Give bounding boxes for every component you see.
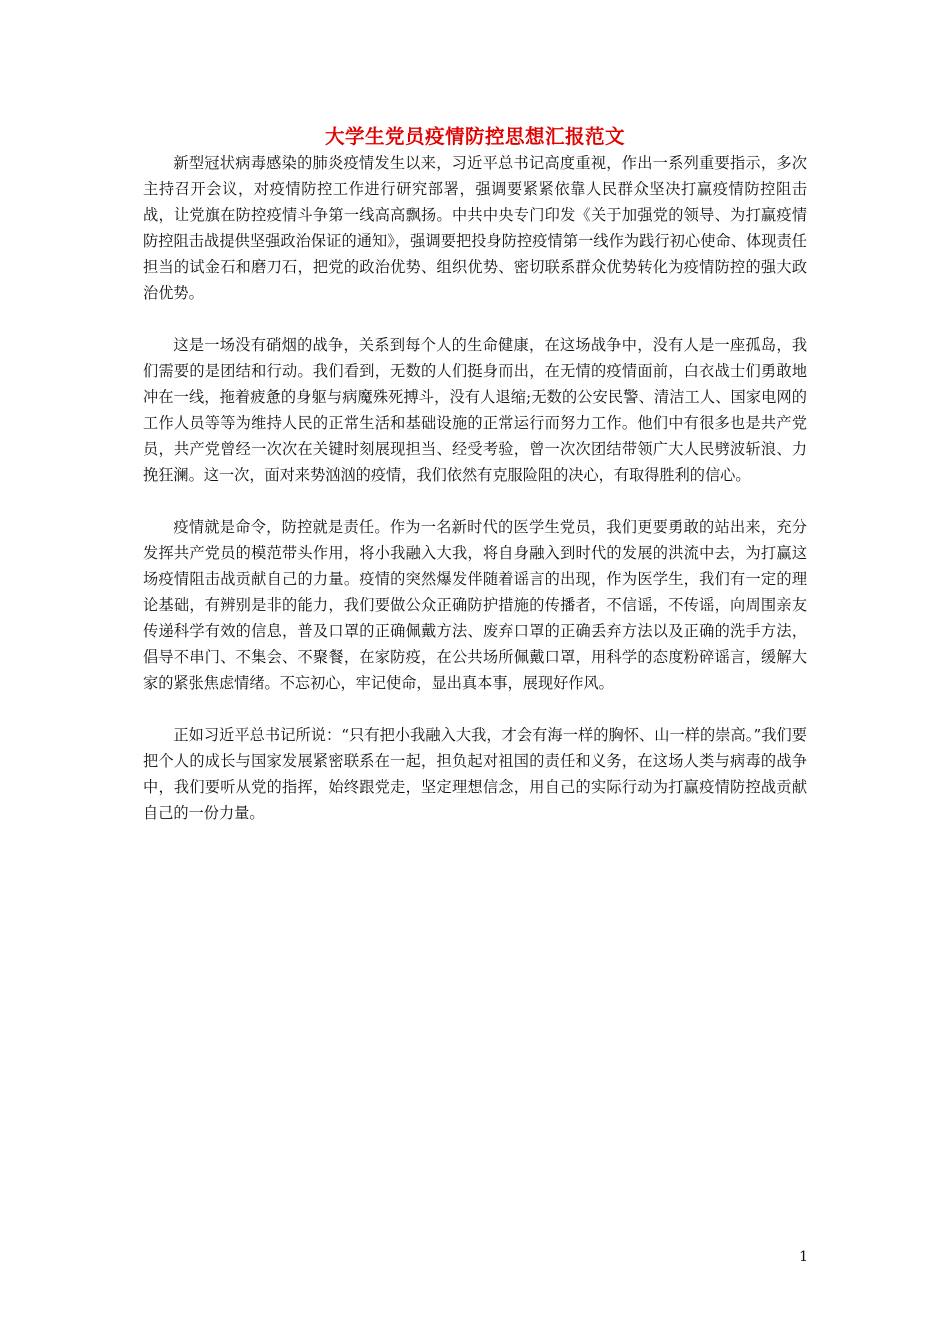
document-title: 大学生党员疫情防控思想汇报范文 xyxy=(324,125,625,148)
paragraph-2: 这是一场没有硝烟的战争，关系到每个人的生命健康，在这场战争中，没有人是一座孤岛，我们需要的是团结和行动。我们看到，无数的人们挺身而出，在无情的疫情面前，白衣战士们勇敢地冲在一线，拖着疲惫的身躯与病魔殊死搏斗，没有人退缩;无数的公安民警、清洁工人、国家电网的工作人员等等为维持人民的正常生活和基础设施的正常运行而努力工作。他们中有很多也是共产党员，共产党曾经一次次在关键时刻展现担当、经受考验，曾一次次团结带领广大人民劈波斩浪、力挽狂澜。这一次，面对来势汹汹的疫情，我们依然有克服险阻的决心，有取得胜利的信心。 xyxy=(143,336,807,484)
page-number: 1 xyxy=(799,1249,808,1265)
paragraph-1: 新型冠状病毒感染的肺炎疫情发生以来，习近平总书记高度重视，作出一系列重要指示，多次主持召开会议，对疫情防控工作进行研究部署，强调要紧紧依靠人民群众坚决打赢疫情防控阻击战，让党旗在防控疫情斗争第一线高高飘扬。中共中央专门印发《关于加强党的领导、为打赢疫情防控阻击战提供坚强政治保证的通知》，强调要把投身防控疫情第一线作为践行初心使命、体现责任担当的试金石和磨刀石，把党的政治优势、组织优势、密切联系群众优势转化为疫情防控的强大政治优势。 xyxy=(143,154,807,302)
paragraph-3: 疫情就是命令，防控就是责任。作为一名新时代的医学生党员，我们更要勇敢的站出来，充分发挥共产党员的模范带头作用，将小我融入大我，将自身融入到时代的发展的洪流中去，为打赢这场疫情阻击战贡献自己的力量。疫情的突然爆发伴随着谣言的出现，作为医学生，我们有一定的理论基础，有辨别是非的能力，我们要做公众正确防护措施的传播者，不信谣，不传谣，向周围亲友传递科学有效的信息，普及口罩的正确佩戴方法、废弃口罩的正确丢弃方法以及正确的洗手方法，倡导不串门、不集会、不聚餐，在家防疫，在公共场所佩戴口罩，用科学的态度粉碎谣言，缓解大家的紧张焦虑情绪。不忘初心，牢记使命，显出真本事，展现好作风。 xyxy=(143,518,807,692)
paragraph-4: 正如习近平总书记所说：“只有把小我融入大我，才会有海一样的胸怀、山一样的崇高。”我们要把个人的成长与国家发展紧密联系在一起，担负起对祖国的责任和义务，在这场人类与病毒的战争中，我们要听从党的指挥，始终跟党走，坚定理想信念，用自己的实际行动为打赢疫情防控战贡献自己的一份力量。 xyxy=(143,726,807,822)
document-body xyxy=(143,150,807,852)
